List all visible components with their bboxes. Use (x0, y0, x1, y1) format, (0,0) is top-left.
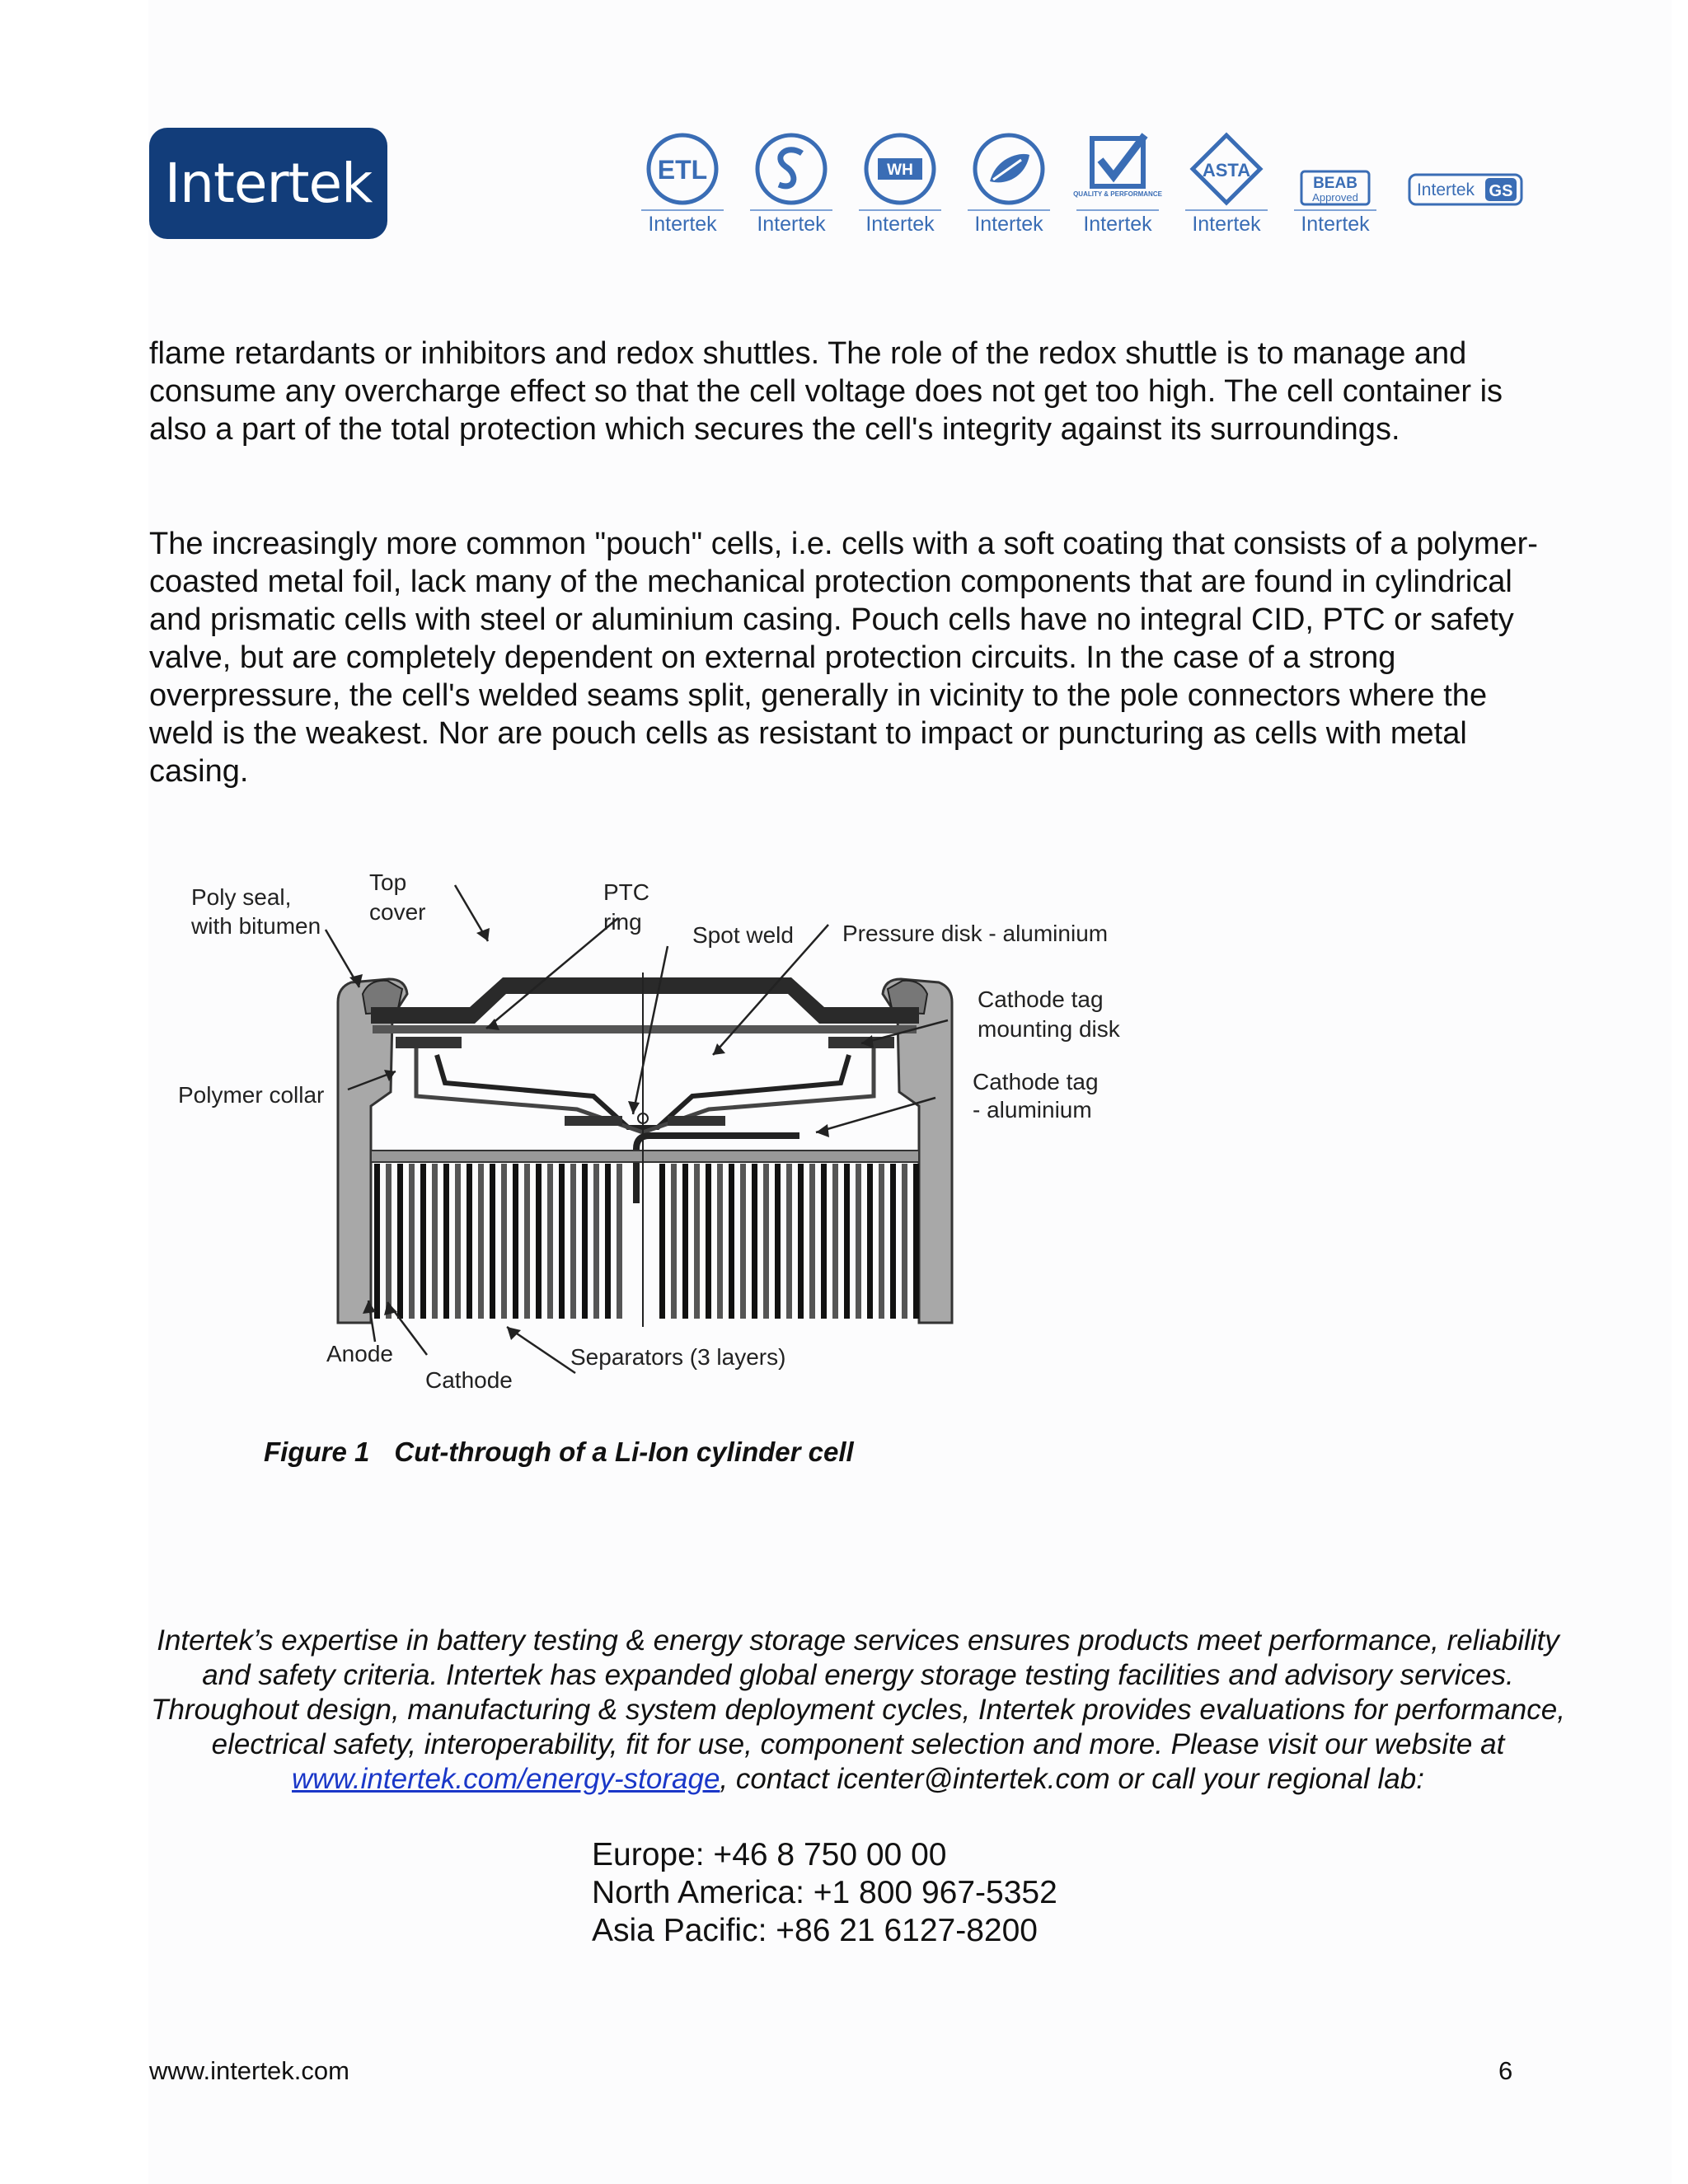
electrode-layer (467, 1164, 472, 1319)
electrode-layer (752, 1164, 757, 1319)
electrode-winding (374, 1164, 919, 1319)
svg-text:WH: WH (887, 162, 913, 179)
label-cathode: Cathode (425, 1367, 513, 1393)
electrode-layer (513, 1164, 518, 1319)
cert-label: Intertek (750, 209, 832, 237)
s-mark (750, 132, 832, 237)
intertek-gs-mark (1406, 132, 1525, 206)
electrode-layer (478, 1164, 484, 1319)
blurb-text-end: , contact icenter@intertek.com or call your regional lab: (720, 1763, 1424, 1795)
label-poly-seal-line2: with bitumen (191, 913, 321, 939)
page-number: 6 (1498, 2056, 1513, 2085)
electrode-layer (582, 1164, 588, 1319)
electrode-layer (867, 1164, 873, 1319)
footer-website: www.intertek.com (149, 2056, 349, 2085)
label-pressure-disk: Pressure disk - aluminium (842, 921, 1109, 946)
s-mark-icon (754, 132, 828, 206)
wh-mark-icon (863, 132, 937, 206)
body-paragraph-1: flame retardants or inhibitors and redox shuttles. The role of the redox shuttle is to manage and consume any overcharge effect so that the cell voltage does not get too high. The cell container is also a part of the total protection which secures the cell's integrity against its surroundings. (149, 336, 1503, 447)
electrode-layer (559, 1164, 565, 1319)
ptc-ring (396, 1037, 894, 1048)
label-ptc-line2: ring (603, 909, 642, 935)
figure-caption-text: Cut-through of a Li-Ion cylinder cell (394, 1436, 854, 1467)
electrode-layer (659, 1164, 665, 1319)
electrode-layer (397, 1164, 403, 1319)
mounting-disk (371, 1151, 919, 1162)
label-poly-seal-line1: Poly seal, (191, 884, 292, 910)
electrode-layer (717, 1164, 723, 1319)
top-cover (371, 977, 919, 1033)
electrode-layer (706, 1164, 711, 1319)
cert-label: Intertek (1185, 209, 1268, 237)
electrode-layer (809, 1164, 815, 1319)
electrode-layer (617, 1164, 622, 1319)
electrode-layer (420, 1164, 426, 1319)
etl-mark-icon (645, 132, 720, 206)
label-anode: Anode (326, 1341, 393, 1366)
blurb-text: Intertek’s expertise in battery testing & energy storage services ensures products meet performance, reliability and safety criteria. Intertek has expanded global energy storage testing facilities and advisory services. Throughout design, manufacturing & system deployment cycles, Intertek provides evaluations for performance, electrical safety, interoperability, fit for use, component selection and more. Please visit our website at (151, 1624, 1565, 1760)
electrode-layer (798, 1164, 804, 1319)
electrode-layer (890, 1164, 896, 1319)
electrode-layer (821, 1164, 827, 1319)
electrode-layer (386, 1164, 392, 1319)
label-ptc-line1: PTC (603, 879, 649, 905)
label-top-cover-line2: cover (369, 899, 426, 925)
badge-mark: GS (1489, 182, 1513, 200)
electrode-layer (374, 1164, 380, 1319)
electrode-layer (729, 1164, 734, 1319)
electrode-layer (490, 1164, 495, 1319)
electrode-layer (443, 1164, 449, 1319)
electrode-layer (455, 1164, 461, 1319)
electrode-layer (570, 1164, 576, 1319)
beab-approved-icon (1298, 132, 1372, 206)
electrode-layer (682, 1164, 688, 1319)
cert-label: Intertek (968, 209, 1050, 237)
intertek-logo (149, 128, 387, 239)
electrode-layer (409, 1164, 415, 1319)
figure-number: Figure 1 (264, 1436, 370, 1467)
contact-north-america: North America: +1 800 967-5352 (592, 1875, 1057, 1910)
asta-mark (1185, 132, 1268, 237)
label-polymer-collar: Polymer collar (178, 1082, 325, 1108)
electrode-layer (524, 1164, 530, 1319)
badge-sub: Approved (1312, 191, 1358, 204)
electrode-layer (432, 1164, 438, 1319)
contact-asia-pacific: Asia Pacific: +86 21 6127-8200 (592, 1913, 1038, 1948)
electrode-layer (605, 1164, 611, 1319)
electrode-layer (547, 1164, 553, 1319)
electrode-layer (832, 1164, 838, 1319)
electrode-layer (536, 1164, 542, 1319)
electrode-layer (501, 1164, 507, 1319)
regional-contacts (592, 1836, 1057, 1950)
contact-europe: Europe: +46 8 750 00 00 (592, 1837, 947, 1872)
cert-label: Intertek (641, 209, 724, 237)
electrode-layer (786, 1164, 792, 1319)
leaf-mark-icon (972, 132, 1046, 206)
label-separators: Separators (3 layers) (570, 1344, 786, 1370)
leaf-mark (968, 132, 1050, 237)
badge-text: BEAB (1313, 175, 1357, 192)
label-cathode-tag-al-line2: - aluminium (973, 1097, 1092, 1122)
contact-blurb (149, 1624, 1567, 1797)
electrode-layer (740, 1164, 746, 1319)
figure-caption (264, 1436, 854, 1468)
cert-label: Intertek (1294, 209, 1376, 237)
badge-text: ASTA (1202, 160, 1251, 180)
electrode-layer (763, 1164, 769, 1319)
electrode-layer (913, 1164, 919, 1319)
svg-text:ETL: ETL (657, 155, 708, 185)
cert-label: Intertek (859, 209, 941, 237)
logo-text: Intertek (164, 152, 373, 215)
label-cathode-tag-al-line1: Cathode tag (973, 1069, 1099, 1094)
cert-label: Intertek (1076, 209, 1159, 237)
energy-storage-link[interactable]: www.intertek.com/energy-storage (292, 1763, 720, 1795)
label-spot-weld: Spot weld (692, 922, 794, 948)
label-cathode-tag-mount-line2: mounting disk (978, 1016, 1120, 1042)
badge-text: QUALITY & PERFORMANCE (1073, 190, 1162, 198)
electrode-layer (694, 1164, 700, 1319)
electrode-layer (856, 1164, 861, 1319)
electrode-layer (844, 1164, 850, 1319)
electrode-layer (902, 1164, 907, 1319)
beab-mark (1294, 132, 1376, 237)
badge-text: Intertek (1416, 180, 1475, 199)
wh-mark (859, 132, 941, 237)
intertek-gs-icon (1406, 132, 1525, 206)
label-cathode-tag-mount-line1: Cathode tag (978, 987, 1104, 1012)
quality-performance-icon (1073, 132, 1162, 206)
electrode-layer (593, 1164, 599, 1319)
body-paragraph-2: The increasingly more common "pouch" cells, i.e. cells with a soft coating that consists of a polymer-coasted metal foil, lack many of the mechanical protection components that are found in cylindrical and prismatic cells with steel or aluminium casing. Pouch cells have no integral CID, PTC or safety valve, but are completely dependent on external protection circuits. In the case of a strong overpressure, the cell's welded seams split, generally in vicinity to the pole connectors where the weld is the weakest. Nor are pouch cells as resistant to impact or puncturing as cells with metal casing. (149, 527, 1538, 789)
etl-mark (641, 132, 724, 237)
electrode-layer (775, 1164, 781, 1319)
label-top-cover-line1: Top (369, 869, 407, 895)
electrode-layer (879, 1164, 884, 1319)
electrode-layer (671, 1164, 677, 1319)
asta-mark-icon (1189, 132, 1264, 206)
quality-performance-mark (1073, 132, 1162, 237)
li-ion-cell-diagram (165, 849, 1154, 1426)
